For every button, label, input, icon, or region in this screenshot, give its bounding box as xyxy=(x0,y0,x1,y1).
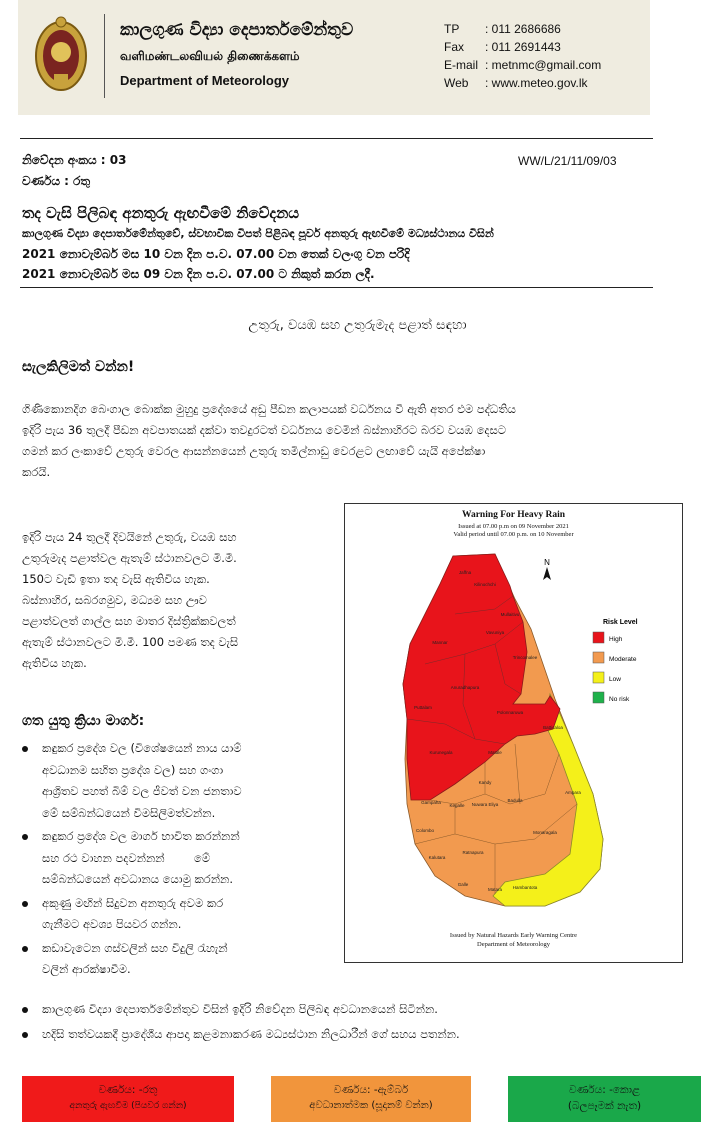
action-item xyxy=(22,938,322,981)
legend-label-low: Low xyxy=(609,676,621,683)
legend-label-high: High xyxy=(609,636,623,643)
action-line: හදිසි තත්වයකදී ප්‍රාදේශීය ආපදා කළමනාකරණ මධ්‍යස්ථාන නිලධාරීන් ගේ සහය පතන්න. xyxy=(42,1027,460,1041)
legend-label-moderate: Moderate xyxy=(609,656,637,663)
district-label: Galle xyxy=(457,882,469,887)
svg-text:N: N xyxy=(544,558,550,567)
contact-label-tp: TP xyxy=(444,22,460,36)
legend-box-amber xyxy=(271,1076,471,1122)
district-label: Kalutara xyxy=(428,855,446,860)
header-divider xyxy=(104,14,105,98)
caution-heading: සැලකිලිමත් වන්න! xyxy=(22,359,135,375)
action-item xyxy=(22,1022,662,1047)
intro-line: ගිණිකොනදිග බෙංගාල බොක්ක මුහුදු ප්‍රදේශයේ අඩු පීඩන කලාපයක් වර්ධනය වී ඇති අතර එම පද්ධතිය xyxy=(22,402,516,416)
contact-label-web: Web xyxy=(444,76,469,90)
contact-label-fax: Fax xyxy=(444,40,465,54)
district-label: Nuwara Eliya xyxy=(471,802,499,807)
legend-label-no-risk: No risk xyxy=(609,696,630,703)
intro-paragraph xyxy=(22,399,652,483)
forecast-line: බස්නාහිර, සබරගමුව, මධ්‍යම සහ ඌව xyxy=(22,593,207,607)
forecast-line: 150ට වැඩි ඉතා තද වැසි ඇතිවිය හැක. xyxy=(22,572,210,586)
action-line: මේ සම්බන්ධයෙන් විමසිලිමත්වන්න. xyxy=(42,805,216,820)
intro-line: ඉදිරි පැය 36 තුලදී පීඩන අවපාතයක් දක්වා තවදුරටත් වර්ධනය වෙමින් බස්නාහිරට බරව වයඹ දෙසට xyxy=(22,423,507,437)
forecast-line: පළාත්වලත් ගාල්ල සහ මාතර දිස්ත්‍රික්කවලත් xyxy=(22,614,236,628)
bullet-icon xyxy=(22,1032,28,1038)
notice-color: වර්ණය : රතු xyxy=(22,174,91,188)
district-label: Kilinochchi xyxy=(474,582,496,587)
action-line: කඩාවැටෙන ගස්වලින් සහ විදුලි රැහැන් xyxy=(42,940,228,955)
bullet-icon xyxy=(22,746,28,752)
north-arrow-icon xyxy=(543,558,551,580)
district-label: Colombo xyxy=(415,828,435,833)
action-line: වලින් ආරක්ෂාවීම. xyxy=(42,962,131,976)
sri-lanka-map xyxy=(345,504,682,962)
action-item xyxy=(22,997,662,1022)
notice-subtitle-line: කාලගුණ විද්‍යා දෙපාර්තමේන්තුවේ, ස්වභාවික විපත් පිළිබඳ පූර්ව අනතුරු ඇඟවීමේ මධ්‍යස්ථානය විසින් xyxy=(22,227,494,240)
contact-value-tp: : 011 2686686 xyxy=(485,22,561,36)
action-line: කඳුකර ප්‍රදේශ වල (විශේෂයෙන් නාය යාම් xyxy=(42,741,242,755)
district-label: Monaragala xyxy=(533,830,557,835)
legend-title: Risk Level xyxy=(603,619,638,626)
notice-subtitle-line: 2021 නොවැම්බර් මස 10 වන දින ප.ව. 07.00 වන තෙක් වලංගු වන පරිදි xyxy=(22,247,410,261)
notice-reference: WW/L/21/11/09/03 xyxy=(518,154,617,168)
bullet-icon xyxy=(22,1007,28,1013)
action-line: අකුණු මඟින් සිදුවන අනතුරු අවම කර xyxy=(42,895,224,910)
district-label: Vavuniya xyxy=(485,630,505,635)
contact-value-fax: : 011 2691443 xyxy=(485,40,561,54)
contact-label-email: E-mail xyxy=(444,58,479,72)
legend-box-green xyxy=(508,1076,701,1122)
notice-number: නිවේදන අංකය : 03 xyxy=(22,153,127,167)
action-line: අවධානම සහිත ප්‍රදේශ වල) සහ ගංගා xyxy=(42,762,224,777)
bullet-icon xyxy=(22,901,28,907)
contact-value-web[interactable]: : www.meteo.gov.lk xyxy=(485,76,588,90)
forecast-line: ඇතිවිය හැක. xyxy=(22,656,87,670)
district-label: Kandy xyxy=(478,780,492,785)
legend-box-amber-line1: වර්ණය: -ඇම්බර් xyxy=(333,1084,409,1096)
action-item xyxy=(22,893,322,936)
forecast-paragraph xyxy=(22,527,322,674)
district-label: Ampara xyxy=(565,790,581,795)
action-item xyxy=(22,826,322,891)
forecast-line: ඇතැම් ස්ථානවලට මි.මී. 100 පමණ තද වැසි xyxy=(22,635,239,649)
action-line: ගැනීමට අවශ්‍ය පියවර ගන්න. xyxy=(42,917,182,931)
actions-heading: ගත යුතු ක්‍රියා මාර්ග: xyxy=(22,713,145,729)
district-label: Polonnaruwa xyxy=(496,710,524,715)
district-label: Gampaha xyxy=(421,800,441,805)
forecast-line: ඉදිරි පැය 24 තුලදී දිවයිනේ උතුරු, වයඹ සහ xyxy=(22,530,237,544)
legend-swatch-moderate xyxy=(593,652,604,663)
dept-name-sinhala: කාලගුණ විද්‍යා දෙපාර්තමේන්තුව xyxy=(120,20,354,40)
action-line: සම්බන්ධයෙන් අවධානය යොමු කරන්න. xyxy=(42,872,234,886)
district-label: Matara xyxy=(487,887,503,892)
district-label: Anuradhapura xyxy=(450,685,480,690)
warning-map-figure xyxy=(344,503,683,963)
district-label: Matale xyxy=(488,750,502,755)
legend-box-red xyxy=(22,1076,234,1122)
legend-swatch-low xyxy=(593,672,604,683)
legend-box-red-line1: වර්ණය: -රතු xyxy=(98,1084,158,1096)
district-label: Mullaitivu xyxy=(500,612,520,617)
district-label: Ratnapura xyxy=(462,850,484,855)
actions-list xyxy=(22,738,322,981)
action-line: ආශ්‍රිතව පහත් බිම් වල ජීවත් වන ජනතාව xyxy=(42,784,242,798)
dept-name-tamil: வளிமண்டலவியல் திணைக்களம் xyxy=(120,49,300,63)
action-line: කඳුකර ප්‍රදේශ වල මාර්ග භාවිත කරන්නන් xyxy=(42,829,240,843)
map-issued: Issued at 07.00 p.m on 09 November 2021 xyxy=(458,523,569,530)
legend-box-green-line2: (බලපෑමක් නැත) xyxy=(567,1100,642,1112)
intro-line: කරයි. xyxy=(22,465,51,479)
contact-value-email[interactable]: : metnmc@gmail.com xyxy=(485,58,602,72)
legend-swatch-no-risk xyxy=(593,692,604,703)
legend-box-amber-line2: අවධානාත්මක (සූදානම් වන්න) xyxy=(309,1100,433,1111)
legend-box-red-line2: අනතුරු ඇඟවීම (පියවර ගන්න) xyxy=(69,1101,187,1111)
action-line: සහ රථ වාහන පදවන්නන් මේ xyxy=(42,850,210,865)
notice-title: තද වැසි පිලිබඳ අනතුරු ඇඟවීමේ නිවේදනය xyxy=(22,204,300,222)
district-label: Badulla xyxy=(507,798,523,803)
intro-line: ගමන් කර ලංකාවේ උතුරු වෙරල ආසන්නයෙන් උතුරු තමිල්නාඩු වෙරළට ලඟාවේ යැයි අපේක්ෂා xyxy=(22,444,486,458)
map-footer-dept: Department of Meteorology xyxy=(477,941,550,948)
bullet-icon xyxy=(22,834,28,840)
forecast-line: උතුරුමැද පළාත්වල ඇතැම් ස්ථානවලට මි.මී. xyxy=(22,551,237,565)
legend-box-green-line1: වර්ණය: -කොළ xyxy=(568,1084,641,1096)
top-rule xyxy=(20,138,653,139)
district-label: Trincomalee xyxy=(512,655,538,660)
title-rule xyxy=(20,287,653,288)
district-label: Kegalle xyxy=(449,803,465,808)
district-label: Jaffna xyxy=(458,570,472,575)
map-valid: Valid period until 07.00 p.m. on 10 November xyxy=(453,531,574,538)
sri-lanka-emblem-icon xyxy=(32,12,90,94)
region-heading: උතුරු, වයඹ සහ උතුරුමැද පළාත් සඳහා xyxy=(248,318,467,333)
district-label: Mannar xyxy=(432,640,448,645)
map-title: Warning For Heavy Rain xyxy=(461,510,565,520)
district-label: Hambantota xyxy=(512,885,538,890)
district-label: Kurunegala xyxy=(429,750,453,755)
dept-name-english: Department of Meteorology xyxy=(120,73,290,88)
map-footer-issuer: Issued by Natural Hazards Early Warning Centre xyxy=(449,932,578,939)
action-line: කාලගුණ විද්‍යා දෙපාර්තමේන්තුව විසින් ඉදිරි නිවේදන පිලිබඳ අවධානයෙන් සිටින්න. xyxy=(42,1002,438,1016)
action-item xyxy=(22,738,322,824)
notice-subtitle-line: 2021 නොවැම්බර් මස 09 වන දින ප.ව. 07.00 ට නිකුත් කරන ලදී. xyxy=(22,267,375,281)
district-label: Batticaloa xyxy=(543,725,563,730)
district-label: Puttalam xyxy=(414,705,432,710)
extra-actions-list xyxy=(22,997,662,1047)
legend-swatch-high xyxy=(593,632,604,643)
bullet-icon xyxy=(22,946,28,952)
